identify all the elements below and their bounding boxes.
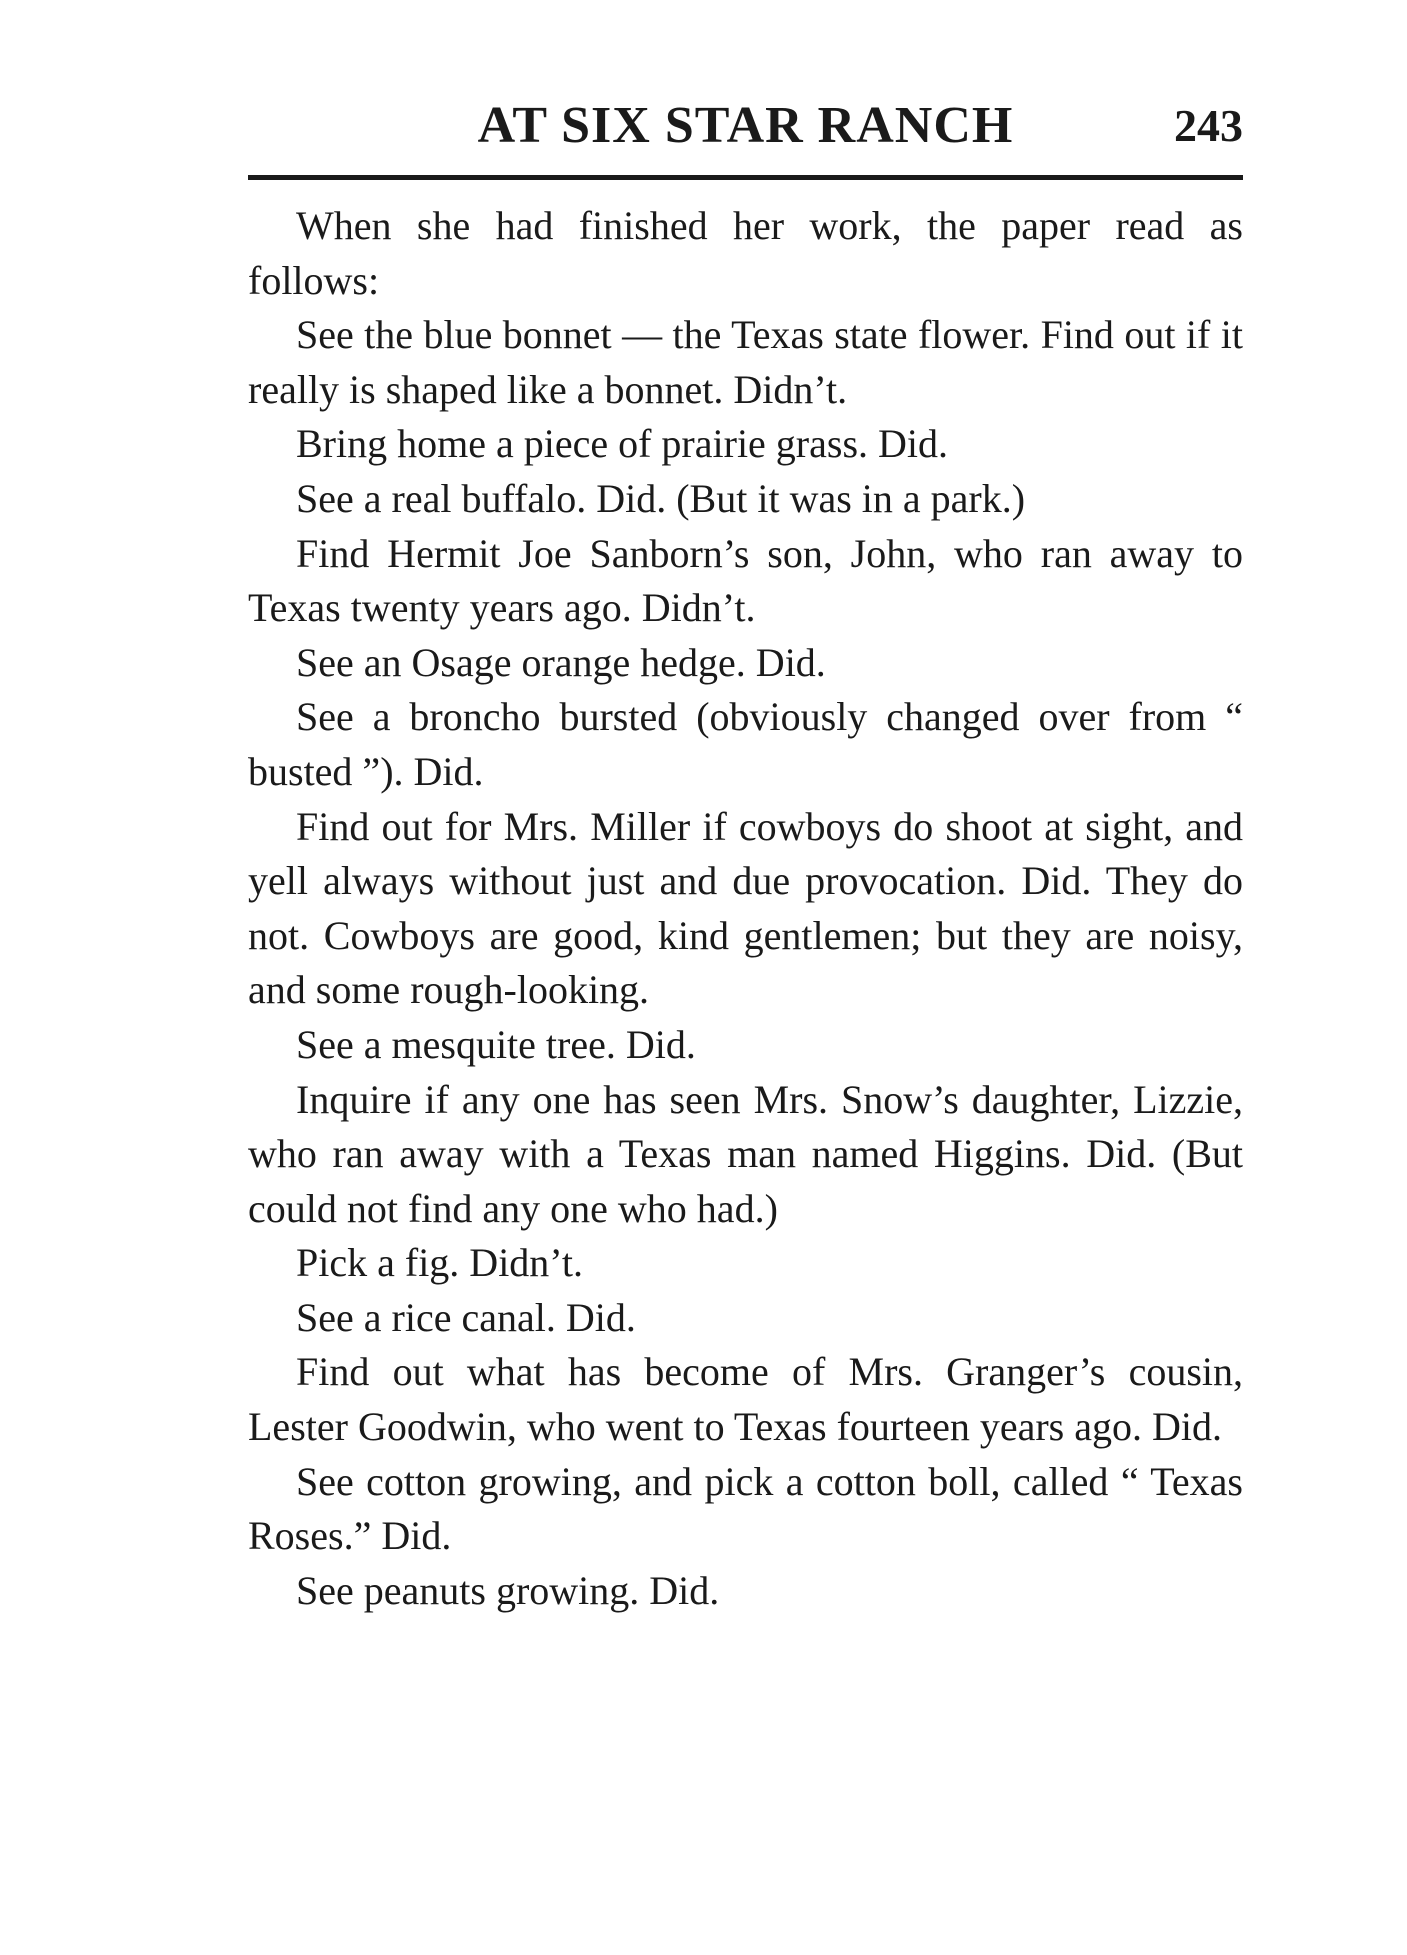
list-item-buffalo: See a real buffalo. Did. (But it was in a park.) [296,475,1026,521]
list-item-blue-bonnet: See the blue bonnet — the Texas state flower. Find out if it really is shaped like a bonnet. Didn’t. [248,312,1243,412]
running-header [248,95,1243,175]
list-item-prairie-grass: Bring home a piece of prairie grass. Did. [296,421,949,467]
list-item-rice-canal: See a rice canal. Did. [296,1294,636,1340]
list-item-lizzie-snow: Inquire if any one has seen Mrs. Snow’s daughter, Lizzie, who ran away with a Texas man named Higgins. Did. (But could not find any one who had.) [248,1076,1243,1231]
running-title: AT SIX STAR RANCH [477,97,1014,154]
list-item-fig: Pick a fig. Didn’t. [296,1240,584,1286]
body-text [248,199,1243,1618]
list-item-cowboys: Find out for Mrs. Miller if cowboys do shoot at sight, and yell always without just and due provocation. Did. They do not. Cowboys are good, kind gentlemen; but they are noisy, and some rough-looking. [248,803,1243,1013]
header-rule [248,175,1243,180]
book-page [248,95,1243,1613]
page-number: 243 [1174,100,1243,151]
list-item-mesquite: See a mesquite tree. Did. [296,1021,696,1067]
paragraph-intro: When she had finished her work, the paper read as follows: [248,203,1243,303]
list-item-broncho: See a broncho bursted (obviously changed over from “ busted ”). Did. [248,694,1243,794]
list-item-cotton: See cotton growing, and pick a cotton boll, called “ Texas Roses.” Did. [248,1458,1243,1559]
list-item-osage-hedge: See an Osage orange hedge. Did. [296,639,826,685]
list-item-hermit-joe: Find Hermit Joe Sanborn’s son, John, who ran away to Texas twenty years ago. Didn’t. [248,530,1243,631]
list-item-peanuts: See peanuts growing. Did. [296,1567,720,1613]
list-item-lester-goodwin: Find out what has become of Mrs. Granger’s cousin, Lester Goodwin, who went to Texas fourteen years ago. Did. [248,1349,1243,1450]
